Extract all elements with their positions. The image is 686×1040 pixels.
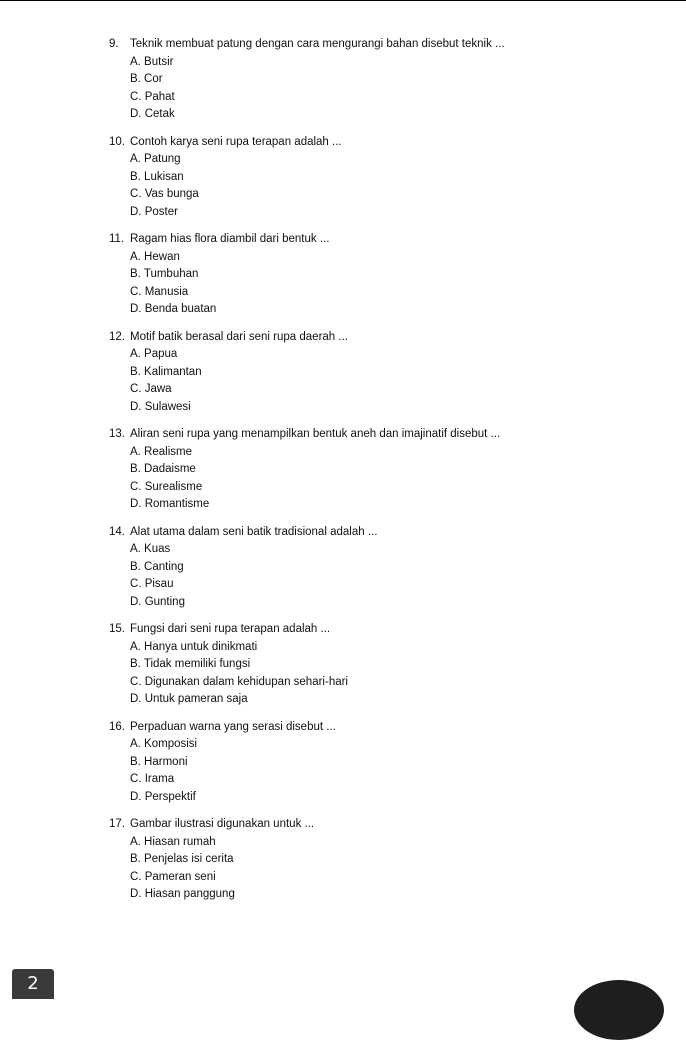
question-text: Alat utama dalam seni batik tradisional adalah ... xyxy=(130,525,378,538)
answer-option: B. Lukisan xyxy=(130,170,184,183)
answer-option: B. Dadaisme xyxy=(130,463,196,475)
question-list xyxy=(109,36,669,914)
floating-action-button[interactable] xyxy=(574,980,664,1040)
answer-option: D. Romantisme xyxy=(130,498,210,510)
answer-option: C. Pahat xyxy=(130,90,175,103)
answer-option: C. Irama xyxy=(130,773,175,785)
answer-option: B. Tidak memiliki fungsi xyxy=(130,658,251,670)
answer-option: A. Patung xyxy=(130,153,181,165)
answer-option: D. Hiasan panggung xyxy=(130,888,235,900)
answer-option: C. Manusia xyxy=(130,285,189,298)
question-text: Contoh karya seni rupa terapan adalah ... xyxy=(130,135,342,148)
answer-option: A. Hewan xyxy=(130,250,180,263)
question-text: Teknik membuat patung dengan cara mengurangi bahan disebut teknik ... xyxy=(130,38,505,50)
question-item xyxy=(109,134,669,222)
question-item xyxy=(109,524,669,612)
question-number: 14. xyxy=(109,525,125,538)
question-row xyxy=(109,134,669,152)
answer-option: C. Pameran seni xyxy=(130,870,216,883)
answer-option: A. Kuas xyxy=(130,543,171,555)
answer-option: D. Untuk pameran saja xyxy=(130,693,248,705)
answer-option: D. Sulawesi xyxy=(130,400,191,413)
question-number: 12. xyxy=(109,330,125,343)
question-item xyxy=(109,329,669,417)
answer-option: D. Gunting xyxy=(130,595,185,608)
question-text: Fungsi dari seni rupa terapan adalah ... xyxy=(130,623,331,635)
answer-option: A. Hanya untuk dinikmati xyxy=(130,640,258,653)
question-number: 17. xyxy=(109,818,125,830)
question-text: Aliran seni rupa yang menampilkan bentuk aneh dan imajinatif disebut ... xyxy=(130,428,501,440)
answer-option: C. Jawa xyxy=(130,383,172,395)
answer-option: B. Canting xyxy=(130,560,184,573)
answer-option: B. Penjelas isi cerita xyxy=(130,853,234,865)
answer-option: C. Digunakan dalam kehidupan sehari-hari xyxy=(130,675,348,688)
question-text: Motif batik berasal dari seni rupa daerah ... xyxy=(130,330,348,343)
answer-option: C. Pisau xyxy=(130,578,174,590)
answer-option: B. Cor xyxy=(130,73,163,85)
answer-option: D. Cetak xyxy=(130,108,175,120)
answer-option: D. Benda buatan xyxy=(130,303,217,315)
answer-option: C. Vas bunga xyxy=(130,188,199,200)
page-number-label: 2 xyxy=(27,973,39,994)
answer-option: D. Poster xyxy=(130,205,178,218)
question-item xyxy=(109,36,669,124)
question-row xyxy=(109,426,669,444)
question-text: Ragam hias flora diambil dari bentuk ... xyxy=(130,233,330,245)
question-item xyxy=(109,231,669,319)
question-number: 9. xyxy=(109,38,119,50)
answer-option: A. Butsir xyxy=(130,55,174,68)
question-row xyxy=(109,524,669,542)
question-item xyxy=(109,719,669,807)
top-divider xyxy=(0,0,686,1)
answer-option: A. Realisme xyxy=(130,445,192,458)
question-item xyxy=(109,816,669,904)
answer-option: B. Kalimantan xyxy=(130,365,202,378)
question-row xyxy=(109,816,669,834)
answer-option: A. Papua xyxy=(130,348,178,360)
question-number: 11. xyxy=(109,233,125,245)
page-number-indicator[interactable] xyxy=(12,969,54,999)
question-text: Perpaduan warna yang serasi disebut ... xyxy=(130,720,336,733)
question-number: 15. xyxy=(109,623,125,635)
answer-option: B. Harmoni xyxy=(130,755,188,768)
question-row xyxy=(109,621,669,639)
question-item xyxy=(109,621,669,709)
question-number: 13. xyxy=(109,428,125,440)
answer-option: A. Komposisi xyxy=(130,738,198,750)
question-text: Gambar ilustrasi digunakan untuk ... xyxy=(130,818,315,830)
question-row xyxy=(109,231,669,249)
question-row xyxy=(109,36,669,54)
question-item xyxy=(109,426,669,514)
question-number: 16. xyxy=(109,720,125,733)
question-row xyxy=(109,329,669,347)
answer-option: C. Surealisme xyxy=(130,480,203,493)
question-number: 10. xyxy=(109,135,125,148)
answer-option: B. Tumbuhan xyxy=(130,268,199,280)
answer-option: A. Hiasan rumah xyxy=(130,835,216,848)
question-row xyxy=(109,719,669,737)
answer-option: D. Perspektif xyxy=(130,790,196,803)
